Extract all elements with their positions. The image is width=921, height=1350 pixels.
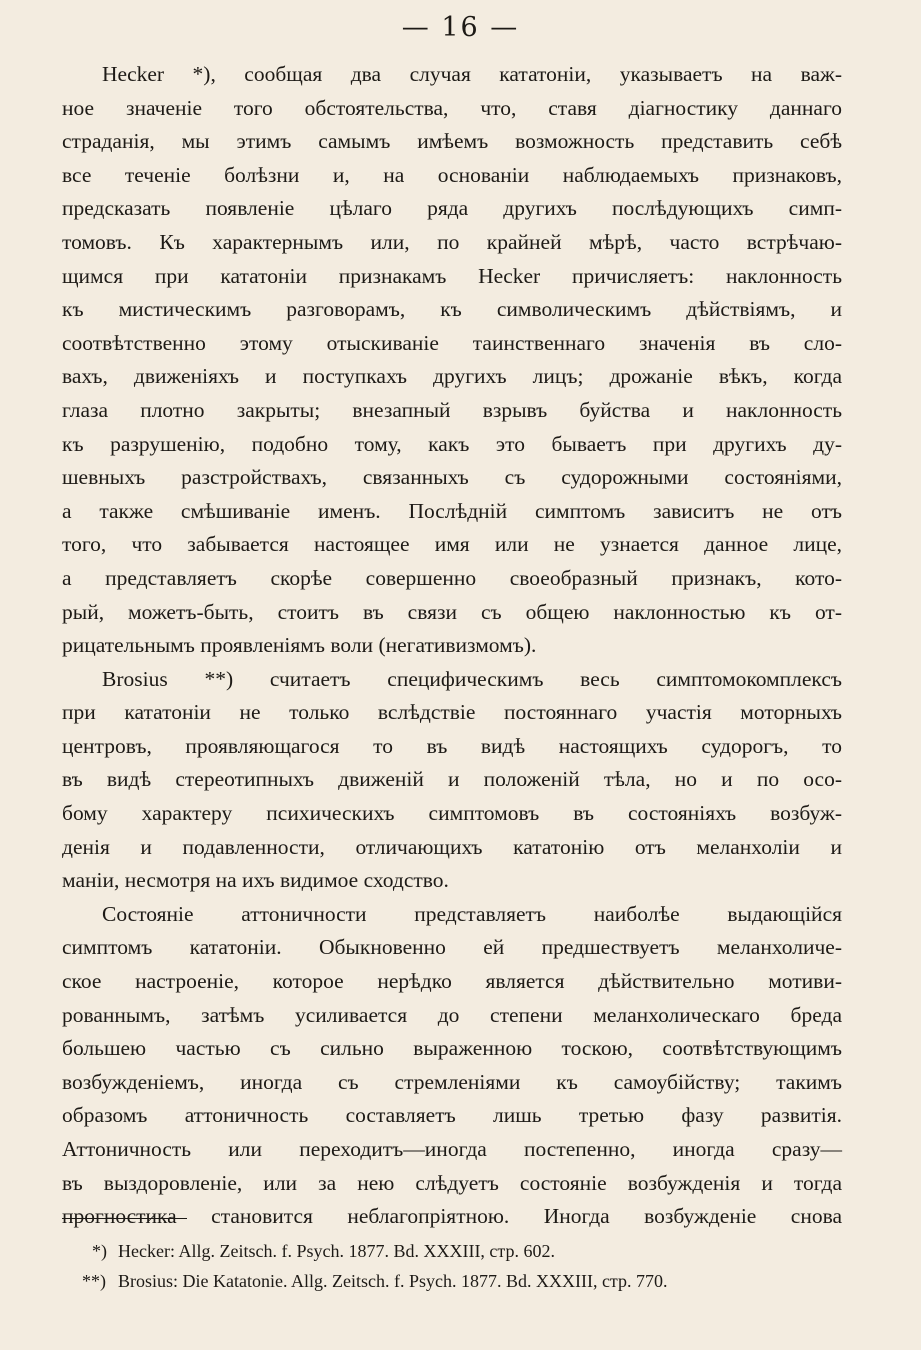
footnote-text: Brosius: Die Katatonie. Allg. Zeitsch. f. Psych. 1877. Bd. XXXIII, стр. 770. [118,1271,668,1291]
text-line: вахъ, движеніяхъ и поступкахъ другихъ лицъ; дрожаніе вѣкъ, когда [62,364,842,389]
text-line: шевныхъ разстройствахъ, связанныхъ съ судорожными состояніями, [62,465,842,490]
footnote [82,1266,842,1296]
text-line: того, что забывается настоящее имя или не узнается данное лице, [62,532,842,557]
text-line: прогностика становится неблагопріятною. Иногда возбужденіе снова [62,1204,842,1229]
page-number: — 16 — [401,12,520,43]
text-line: рицательнымъ проявленіямъ воли (негативизмомъ). [62,633,537,658]
text-line: соотвѣтственно этому отыскиваніе таинственнаго значенія въ сло- [62,330,842,355]
footnote [82,1236,842,1266]
footnote-text: Hecker: Allg. Zeitsch. f. Psych. 1877. Bd. XXXIII, стр. 602. [118,1241,556,1261]
paragraph [62,58,842,663]
text-line: денія и подавленности, отличающихъ кататонію отъ меланхоліи и [62,834,842,859]
text-line: предсказать появленіе цѣлаго ряда другихъ послѣдующихъ симп- [62,196,842,221]
footnote-divider [62,1218,187,1219]
text-line: Hecker *), сообщая два случая кататоніи, указываетъ на важ- [102,62,842,86]
text-line: а представляетъ скорѣе совершенно своеобразный признакъ, кото- [62,565,842,590]
footnote-mark: **) [82,1271,106,1291]
text-line: маніи, несмотря на ихъ видимое сходство. [62,868,449,893]
text-line: щимся при кататоніи признакамъ Hecker причисляетъ: наклонность [62,263,842,288]
text-line: Аттоничность или переходитъ—иногда постепенно, иногда сразу— [62,1137,842,1161]
body-text [62,58,842,1234]
text-line: а также смѣшиваніе именъ. Послѣдній симптомъ зависитъ не отъ [62,498,842,523]
text-line: рованнымъ, затѣмъ усиливается до степени меланхолическаго бреда [62,1002,842,1027]
text-line: къ мистическимъ разговорамъ, къ символическимъ дѣйствіямъ, и [62,297,842,322]
text-line: страданія, мы этимъ самымъ имѣемъ возможность представить себѣ [62,129,842,154]
text-line: все теченіе болѣзни и, на основаніи наблюдаемыхъ признаковъ, [62,162,842,187]
text-line: Brosius **) считаетъ специфическимъ весь симптомокомплексъ [102,666,842,691]
footnote-mark: *) [92,1241,107,1261]
text-line: центровъ, проявляющагося то въ видѣ настоящихъ судорогъ, то [62,733,842,758]
text-line: ское настроеніе, которое нерѣдко является дѣйствительно мотиви- [62,969,842,994]
paragraph [62,898,842,1234]
footnotes [82,1236,842,1296]
text-line: возбужденіемъ, иногда съ стремленіями къ самоубійству; такимъ [62,1069,842,1094]
text-line: рый, можетъ-быть, стоитъ въ связи съ общею наклонностью къ от- [62,599,842,624]
text-line: при кататоніи не только вслѣдствіе постояннаго участія моторныхъ [62,700,842,725]
text-line: ное значеніе того обстоятельства, что, ставя діагностику даннаго [62,95,842,120]
text-line: большею частью съ сильно выраженною тоскою, соотвѣтствующимъ [62,1036,842,1061]
text-line: къ разрушенію, подобно тому, какъ это бываетъ при другихъ ду- [62,431,842,456]
text-line: въ видѣ стереотипныхъ движеній и положеній тѣла, но и по осо- [62,767,842,792]
text-line: глаза плотно закрыты; внезапный взрывъ буйства и наклонность [62,397,842,422]
text-line: томовъ. Къ характернымъ или, по крайней мѣрѣ, часто встрѣчаю- [62,229,842,254]
text-line: Состояніе аттоничности представляетъ наиболѣе выдающійся [102,901,842,926]
text-line: бому характеру психическихъ симптомовъ въ состояніяхъ возбуж- [62,801,842,826]
text-line: въ выздоровленіе, или за нею слѣдуетъ состояніе возбужденія и тогда [62,1170,842,1195]
text-line: симптомъ кататоніи. Обыкновенно ей предшествуетъ меланхоличе- [62,935,842,960]
text-line: образомъ аттоничность составляетъ лишь третью фазу развитія. [62,1103,842,1128]
paragraph [62,663,842,898]
